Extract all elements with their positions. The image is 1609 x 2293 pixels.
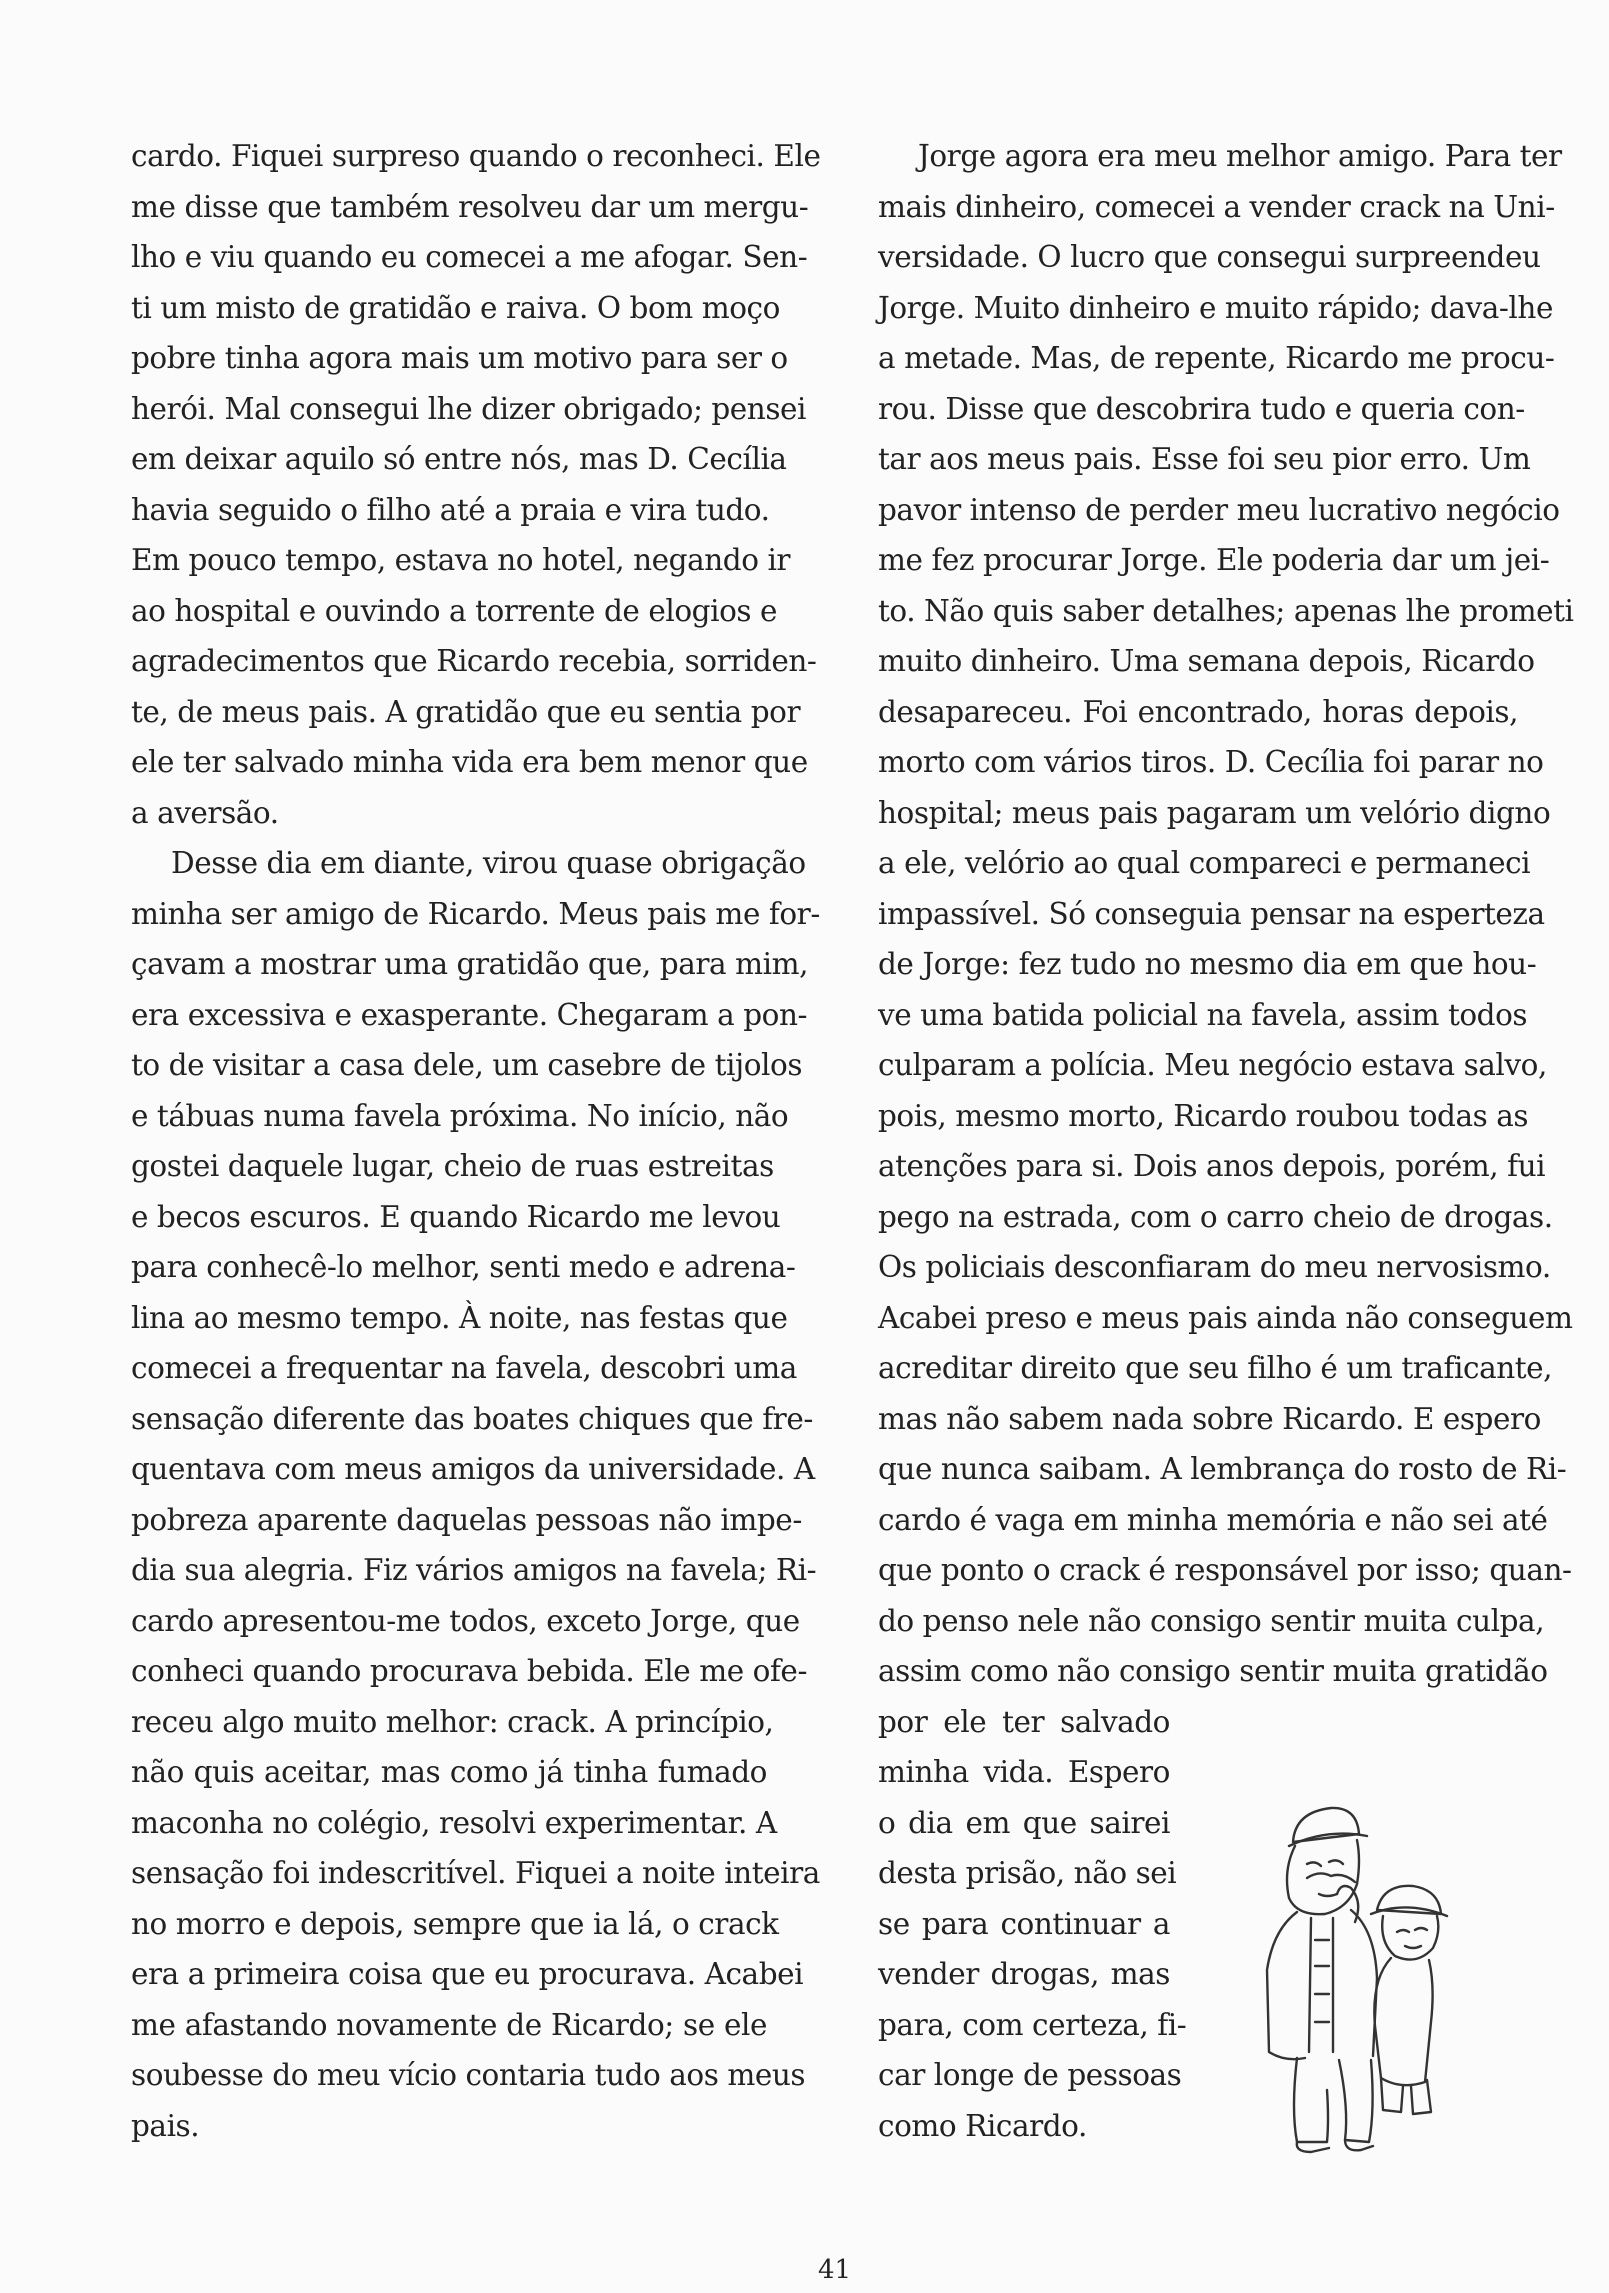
text-line: Jorge. Muito dinheiro e muito rápido; dava-lhe <box>878 290 1553 325</box>
text-line: em deixar aquilo só entre nós, mas D. Cecília <box>131 442 787 476</box>
text-line: havia seguido o filho até a praia e vira tudo. <box>131 492 770 527</box>
text-line: cardo apresentou-me todos, exceto Jorge, que <box>131 1603 800 1638</box>
text-line: que nunca saibam. A lembrança do rosto de Ri- <box>878 1452 1567 1486</box>
text-line: de Jorge: fez tudo no mesmo dia em que hou- <box>878 947 1537 981</box>
text-line: Em pouco tempo, estava no hotel, negando ir <box>131 543 791 577</box>
text-line: para, com certeza, fi- <box>878 2007 1187 2042</box>
text-line: não quis aceitar, mas como já tinha fumado <box>131 1755 767 1789</box>
text-line: assim como não consigo sentir muita gratidão <box>878 1654 1548 1688</box>
text-line: receu algo muito melhor: crack. A princípio, <box>131 1704 774 1739</box>
text-line: tar aos meus pais. Esse foi seu pior erro. Um <box>878 442 1531 476</box>
text-line: pego na estrada, com o carro cheio de drogas. <box>878 1199 1553 1234</box>
text-line: e tábuas numa favela próxima. No início, não <box>131 1098 789 1133</box>
text-line: mas não sabem nada sobre Ricardo. E espero <box>878 1401 1541 1436</box>
two-figures-illustration <box>1245 1790 1485 2170</box>
text-line: ti um misto de gratidão e raiva. O bom moço <box>131 290 780 325</box>
text-line: cardo. Fiquei surpreso quando o reconheci. Ele <box>131 139 821 173</box>
text-line: maconha no colégio, resolvi experimentar. A <box>131 1805 777 1840</box>
text-line: pobreza aparente daquelas pessoas não impe- <box>131 1502 802 1537</box>
text-line: se para continuar a <box>878 1906 1170 1941</box>
text-line: herói. Mal consegui lhe dizer obrigado; pensei <box>131 391 807 426</box>
text-line: to de visitar a casa dele, um casebre de tijolos <box>131 1048 803 1082</box>
text-line: mais dinheiro, comecei a vender crack na Uni- <box>878 189 1555 224</box>
text-line: quentava com meus amigos da universidade. A <box>131 1452 815 1486</box>
text-line: pavor intenso de perder meu lucrativo negócio <box>878 492 1560 527</box>
text-line: impassível. Só conseguia pensar na esperteza <box>878 896 1545 931</box>
text-line: sensação diferente das boates chiques que fre- <box>131 1401 813 1436</box>
text-line: minha vida. Espero <box>878 1755 1170 1789</box>
text-line: Desse dia em diante, virou quase obrigação <box>171 846 806 880</box>
text-line: minha ser amigo de Ricardo. Meus pais me for- <box>131 896 820 931</box>
text-line: acreditar direito que seu filho é um traficante, <box>878 1351 1553 1385</box>
text-line: e becos escuros. E quando Ricardo me levou <box>131 1199 781 1234</box>
text-line: me afastando novamente de Ricardo; se ele <box>131 2007 767 2042</box>
text-line: comecei a frequentar na favela, descobri uma <box>131 1351 797 1385</box>
text-line: lho e viu quando eu comecei a me afogar. Sen- <box>131 240 808 274</box>
text-line: como Ricardo. <box>878 2108 1087 2143</box>
text-line: conheci quando procurava bebida. Ele me ofe- <box>131 1654 807 1688</box>
text-line: era a primeira coisa que eu procurava. Acabei <box>131 1957 804 1991</box>
text-line: te, de meus pais. A gratidão que eu sentia por <box>131 694 801 729</box>
text-line: desapareceu. Foi encontrado, horas depois, <box>878 694 1518 729</box>
left-text-column <box>131 131 821 2151</box>
text-line: to. Não quis saber detalhes; apenas lhe prometi <box>878 593 1574 628</box>
text-line: sensação foi indescritível. Fiquei a noite inteira <box>131 1856 820 1890</box>
text-line: era excessiva e exasperante. Chegaram a pon- <box>131 997 808 1032</box>
text-line: vender drogas, mas <box>878 1957 1170 1991</box>
text-line: a ele, velório ao qual compareci e permaneci <box>878 846 1531 880</box>
text-line: soubesse do meu vício contaria tudo aos meus <box>131 2058 806 2092</box>
text-line: culparam a polícia. Meu negócio estava salvo, <box>878 1048 1547 1082</box>
text-line: pois, mesmo morto, Ricardo roubou todas as <box>878 1098 1529 1133</box>
text-line: muito dinheiro. Uma semana depois, Ricardo <box>878 644 1535 678</box>
text-line: para conhecê-lo melhor, senti medo e adrena- <box>131 1250 796 1284</box>
text-line: atenções para si. Dois anos depois, porém, fui <box>878 1149 1546 1183</box>
text-line: ve uma batida policial na favela, assim todos <box>878 997 1528 1032</box>
text-line: desta prisão, não sei <box>878 1856 1177 1890</box>
text-line: o dia em que sairei <box>878 1805 1170 1840</box>
text-line: Os policiais desconfiaram do meu nervosismo. <box>878 1250 1551 1284</box>
text-line: car longe de pessoas <box>878 2058 1182 2092</box>
text-line: me fez procurar Jorge. Ele poderia dar um jei- <box>878 543 1550 577</box>
text-line: dia sua alegria. Fiz vários amigos na favela; Ri- <box>131 1553 817 1587</box>
text-line: morto com vários tiros. D. Cecília foi parar no <box>878 745 1544 779</box>
text-line: pobre tinha agora mais um motivo para ser o <box>131 341 788 375</box>
text-line: lina ao mesmo tempo. À noite, nas festas que <box>131 1300 788 1335</box>
text-line: a aversão. <box>131 795 279 830</box>
text-line: hospital; meus pais pagaram um velório digno <box>878 795 1551 830</box>
text-line: me disse que também resolveu dar um mergu- <box>131 189 809 224</box>
text-line: gostei daquele lugar, cheio de ruas estreitas <box>131 1149 774 1183</box>
text-line: cardo é vaga em minha memória e não sei até <box>878 1502 1548 1537</box>
page-number: 41 <box>818 2255 852 2285</box>
text-line: Acabei preso e meus pais ainda não conseguem <box>878 1300 1573 1335</box>
text-line: a metade. Mas, de repente, Ricardo me procu- <box>878 341 1555 375</box>
text-line: rou. Disse que descobrira tudo e queria con- <box>878 391 1525 426</box>
text-line: que ponto o crack é responsável por isso; quan- <box>878 1553 1572 1587</box>
text-line: pais. <box>131 2108 200 2143</box>
text-line: versidade. O lucro que consegui surpreendeu <box>878 240 1541 274</box>
text-line: çavam a mostrar uma gratidão que, para mim, <box>131 947 809 981</box>
text-line: Jorge agora era meu melhor amigo. Para ter <box>918 139 1562 173</box>
text-line: ele ter salvado minha vida era bem menor que <box>131 745 808 779</box>
text-line: do penso nele não consigo sentir muita culpa, <box>878 1603 1545 1638</box>
text-line: ao hospital e ouvindo a torrente de elogios e <box>131 593 778 628</box>
text-line: no morro e depois, sempre que ia lá, o crack <box>131 1906 779 1941</box>
text-line: agradecimentos que Ricardo recebia, sorriden- <box>131 644 817 678</box>
text-line: por ele ter salvado <box>878 1704 1170 1739</box>
